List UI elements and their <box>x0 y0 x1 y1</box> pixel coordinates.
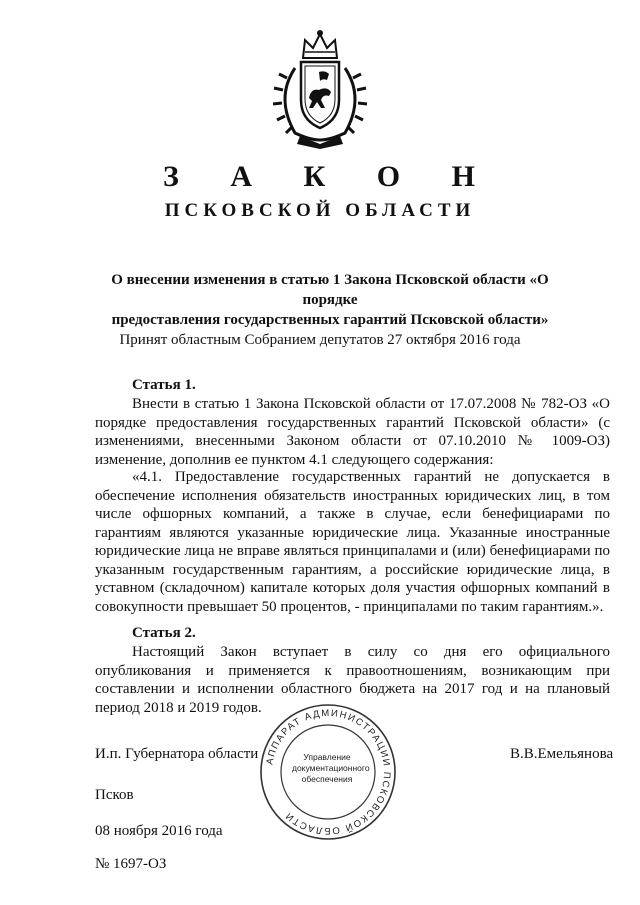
adoption-note: Принят областным Собранием депутатов 27 октября 2016 года <box>119 332 521 348</box>
article-2-paragraph-1: Настоящий Закон вступает в силу со дня его официального опубликования и применяется к правоотношениям, возникающим при составлении и исполнении областного бюджета на 2017 год и на плановый период 2018 и 2019 годов. <box>95 644 610 716</box>
stamp-line-1: Управление <box>303 752 351 762</box>
stamp-ring-text-path: АППАРАТ АДМИНИСТРАЦИИ ПСКОВСКОЙ ОБЛАСТИ <box>264 707 393 837</box>
law-number: № 1697-ОЗ <box>95 856 167 872</box>
law-title <box>100 270 560 330</box>
stamp-inner-text <box>292 752 370 785</box>
signing-date: 08 ноября 2016 года <box>95 823 223 839</box>
article-2-heading: Статья 2. <box>132 625 196 641</box>
article-1-paragraph-1: Внести в статью 1 Закона Псковской области от 17.07.2008 № 782-ОЗ «О порядке предоставления государственных гарантий Псковской области» (с изменениями, внесенными Законом области от 07.10.2010 № 1009-ОЗ) изменение, дополнив ее пунктом 4.1 следующего содержания: <box>95 396 610 468</box>
law-title-line-1: О внесении изменения в статью 1 Закона Псковской области «О порядке <box>111 272 549 308</box>
stamp-line-3: обеспечения <box>301 774 353 784</box>
signatory-position: И.п. Губернатора области <box>95 746 259 762</box>
stamp-line-2: документационного <box>292 763 370 773</box>
signing-city: Псков <box>95 787 134 803</box>
signatory-name: В.В.Емельянова <box>510 746 614 762</box>
law-title-line-2: предоставления государственных гарантий Псковской области» <box>111 312 549 328</box>
article-1-heading: Статья 1. <box>132 377 196 393</box>
coat-of-arms-emblem <box>265 28 375 150</box>
article-1-paragraph-2: «4.1. Предоставление государственных гарантий не допускается в обеспечение исполнения обязательств иностранных юридических лиц, в том числе офшорных компаний, а также в случае, если бенефициарами по гарантиям являются указанные юридические лица. Указанные иностранные юридические лица не вправе являться принципалами и (или) бенефициарами по указанным государственным гарантиям, а российские юридические лица, в уставном (складочном) капитале которых доля участия офшорных компаний в совокупности превышает 50 процентов, - принципалами по таким гарантиям.». <box>95 469 610 615</box>
document-title: З А К О Н <box>163 160 497 193</box>
document-subtitle: ПСКОВСКОЙ ОБЛАСТИ <box>164 200 476 221</box>
